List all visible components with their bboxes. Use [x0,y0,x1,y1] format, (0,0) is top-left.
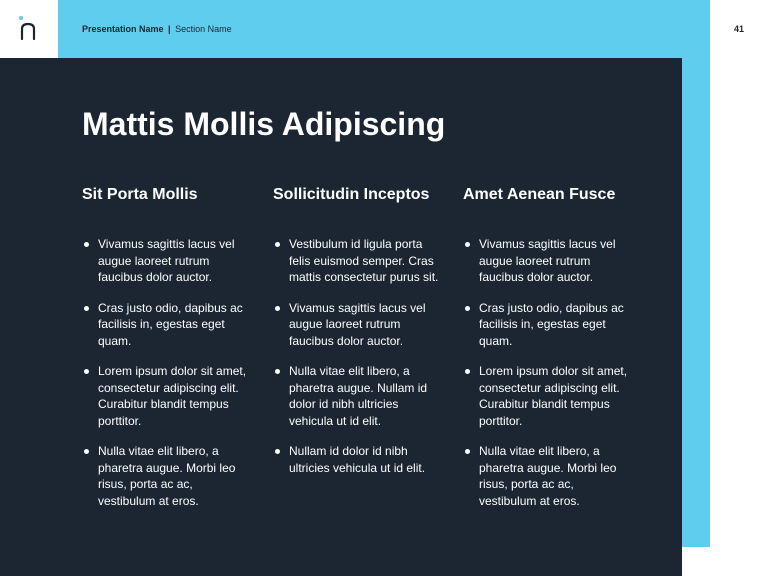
bullet-icon [465,449,470,454]
bullet-icon [275,369,280,374]
column-1 [82,184,250,523]
bullet-icon [465,369,470,374]
list-item [82,443,250,509]
bullet-icon [275,449,280,454]
list-item [82,300,250,350]
bullet-icon [84,306,89,311]
section-name: Section Name [175,24,232,34]
bullet-icon [465,306,470,311]
slide-title: Mattis Mollis Adipiscing [82,106,446,142]
bullet-text: Nulla vitae elit libero, a pharetra augue. Morbi leo risus, porta ac ac, vestibulum at eros. [479,444,617,508]
list-item [82,236,250,286]
list-item [463,236,631,286]
bullet-text: Vivamus sagittis lacus vel augue laoreet rutrum faucibus dolor auctor. [98,237,235,284]
list-item [82,363,250,429]
bullet-list [273,236,441,476]
list-item [273,236,441,286]
presentation-name: Presentation Name [82,24,164,34]
column-heading: Sollicitudin Inceptos [273,186,430,203]
page-number: 41 [733,24,744,34]
bullet-icon [84,449,89,454]
bullet-text: Lorem ipsum dolor sit amet, consectetur adipiscing elit. Curabitur blandit tempus porttitor. [479,364,628,428]
list-item [463,363,631,429]
column-heading: Sit Porta Mollis [82,186,198,203]
logo-area [0,0,58,58]
list-item [463,443,631,509]
bullet-text: Vivamus sagittis lacus vel augue laoreet rutrum faucibus dolor auctor. [289,300,426,348]
bullet-text: Vestibulum id ligula porta felis euismod semper. Cras mattis consectetur purus sit. [289,237,439,284]
bullet-text: Nulla vitae elit libero, a pharetra augue. Morbi leo risus, porta ac ac, vestibulum at eros. [98,444,236,508]
list-item [463,300,631,350]
bullet-icon [465,242,470,247]
column-heading: Amet Aenean Fusce [463,186,616,203]
column-3 [463,184,631,523]
header-breadcrumb [82,22,232,36]
bullet-text: Nullam id dolor id nibh ultricies vehicula ut id elit. [289,444,426,475]
header-separator: | [168,24,171,34]
bullet-list [82,236,250,509]
bullet-icon [275,242,280,247]
bullet-text: Nulla vitae elit libero, a pharetra augue. Nullam id dolor id nibh ultricies vehicula ut id elit. [289,364,428,428]
column-2 [273,184,441,490]
bullet-text: Cras justo odio, dapibus ac facilisis in, egestas eget quam. [479,300,624,348]
n-logo-icon [16,14,40,42]
list-item [273,443,441,476]
list-item [273,363,441,429]
bullet-icon [275,306,280,311]
bullet-icon [84,369,89,374]
bullet-icon [84,242,89,247]
list-item [273,300,441,350]
bullet-text: Vivamus sagittis lacus vel augue laoreet rutrum faucibus dolor auctor. [479,237,616,284]
bullet-list [463,236,631,509]
right-margin [710,0,768,576]
bullet-text: Lorem ipsum dolor sit amet, consectetur adipiscing elit. Curabitur blandit tempus porttitor. [98,364,247,428]
bullet-text: Cras justo odio, dapibus ac facilisis in, egestas eget quam. [98,300,243,348]
